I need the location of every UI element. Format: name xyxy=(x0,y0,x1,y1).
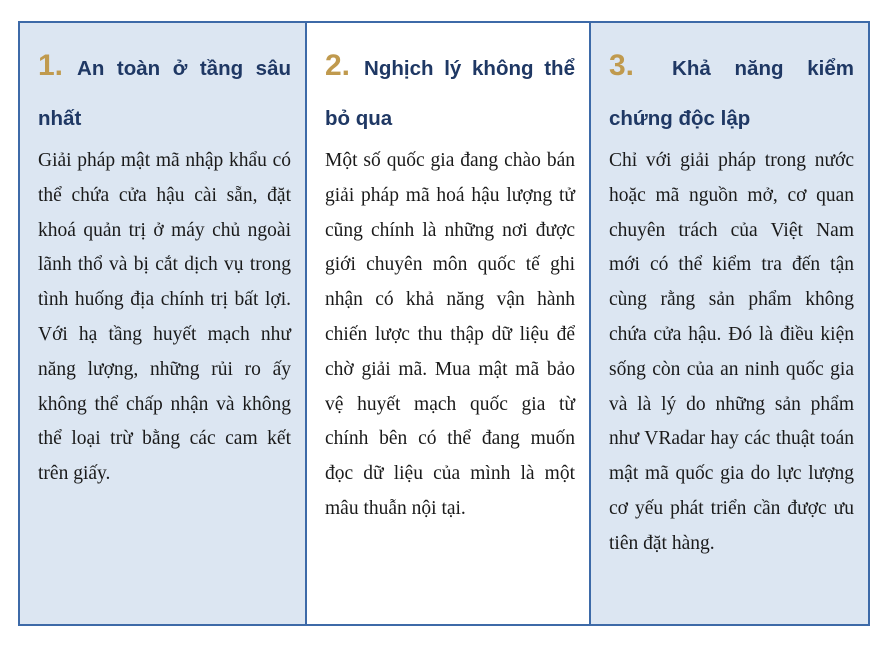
column-3-text: Chỉ với giải pháp trong nước hoặc mã nguồn mở, cơ quan chuyên trách của Việt Nam mới có thể kiểm tra đến tận cùng rằng sản phẩm không chứa cửa hậu. Đó là điều kiện sống còn của an ninh quốc gia và là lý do những sản phẩm như VRadar hay các thuật toán mật mã quốc gia do lực lượng cơ yếu phát triển cần được ưu tiên đặt hàng. xyxy=(609,150,854,554)
column-1-text: Giải pháp mật mã nhập khẩu có thể chứa cửa hậu cài sẵn, đặt khoá quản trị ở máy chủ ngoài lãnh thổ và bị cắt dịch vụ trong tình huống địa chính trị bất lợi. Với hạ tầng huyết mạch như năng lượng, những rủi ro ấy không thể chấp nhận và không thể loại trừ bằng các cam kết trên giấy. xyxy=(38,150,291,485)
column-2-number: 2. xyxy=(325,49,351,82)
column-1-number: 1. xyxy=(38,49,64,82)
column-1 xyxy=(20,23,305,624)
column-3-number: 3. xyxy=(609,49,635,82)
column-2-text: Một số quốc gia đang chào bán giải pháp mã hoá hậu lượng tử cũng chính là những nơi được giới chuyên môn quốc tế ghi nhận có khả năng vận hành chiến lược thu thập dữ liệu để chờ giải mã. Mua mật mã bảo vệ huyết mạch quốc gia từ chính bên có thể đang muốn đọc dữ liệu của mình là một mâu thuẫn nội tại. xyxy=(325,150,575,519)
three-column-panel xyxy=(18,21,870,626)
column-2 xyxy=(305,23,589,624)
column-3-heading xyxy=(609,41,854,144)
column-2-heading xyxy=(325,41,575,144)
column-3-title: Khả năng kiểm chứng độc lập xyxy=(609,57,854,130)
column-1-heading xyxy=(38,41,291,144)
column-2-title: Nghịch lý không thể bỏ qua xyxy=(325,57,575,130)
column-3 xyxy=(589,23,868,624)
column-1-title: An toàn ở tầng sâu nhất xyxy=(38,57,291,130)
